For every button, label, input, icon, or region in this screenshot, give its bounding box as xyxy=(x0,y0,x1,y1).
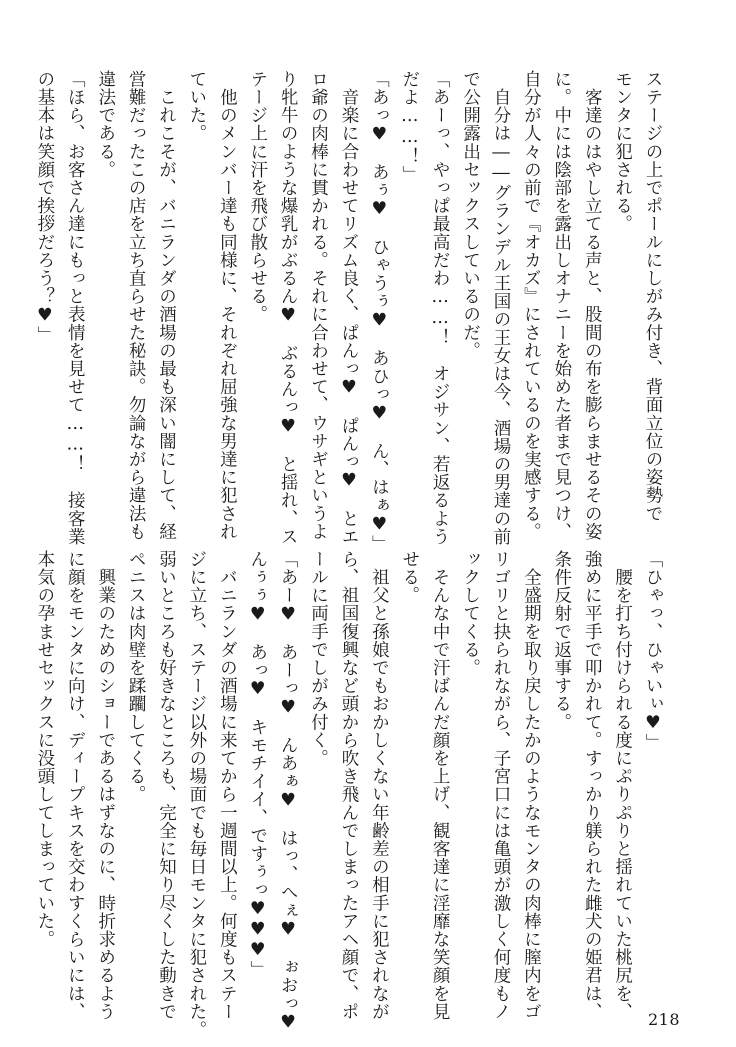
text-line: 全盛期を取り戻したかのようなモンタの肉棒に膣内をゴ xyxy=(521,550,542,1021)
text-line: テージ上に汗を飛び散らせる。 xyxy=(247,70,268,324)
text-line: 違法である。 xyxy=(95,70,116,179)
text-line: 本気の孕ませセックスに没頭してしまっていた。 xyxy=(34,550,55,949)
text-line: 「あー♥ あーっ♥ んあぁ♥ はっ、へぇ♥ ぉおっ♥ xyxy=(278,550,299,1034)
text-line: ら、祖国復興など頭から吹き飛んでしまったアヘ顔で、ポ xyxy=(338,550,359,1021)
text-line: ールに両手でしがみ付く。 xyxy=(308,550,329,768)
text-line: 営難だったこの店を立ち直らせた秘訣。勿論ながら違法も xyxy=(126,70,147,541)
text-line: り牝牛のような爆乳がぶるん♥ ぶるんっ♥ と揺れ、ス xyxy=(278,70,299,546)
text-line: 腰を打ち付けられる度にぷりぷりと揺れていた桃尻を、 xyxy=(612,550,633,1021)
text-line: これこそが、バニランダの酒場の最も深い闇にして、経 xyxy=(156,70,177,541)
text-line: ステージの上でポールにしがみ付き、背面立位の姿勢で xyxy=(643,70,663,523)
text-line: 「ひゃっ、ひゃいぃ♥」 xyxy=(643,550,663,752)
text-line: そんな中で汗ばんだ顔を上げ、観客達に淫靡な笑顔を見 xyxy=(430,550,451,1021)
text-line: 弱いところも好きなところも、完全に知り尽くした動きで xyxy=(156,550,177,1021)
upper-text-block xyxy=(34,70,668,554)
text-line: ていた。 xyxy=(186,70,207,143)
text-line: モンタに犯される。 xyxy=(612,70,633,233)
text-line: せる。 xyxy=(399,550,420,605)
text-line: だよ……！」 xyxy=(399,70,420,184)
text-line: ペニスは肉壁を蹂躙してくる。 xyxy=(126,550,147,804)
text-line: ックしてくる。 xyxy=(460,550,481,677)
text-line: 自分は――グランデル王国の王女は今、酒場の男達の前 xyxy=(490,70,511,546)
text-line: の基本は笑顔で挨拶だろう？♥」 xyxy=(34,70,55,344)
text-line: 「あーっ、やっぱ最高だわ……！ オジサン、若返るよう xyxy=(430,70,451,546)
text-line: に顔をモンタに向け、ディープキスを交わすくらいには、 xyxy=(65,550,86,1021)
text-line: に。中には陰部を露出しオナニーを始めた者まで見つけ、 xyxy=(551,70,572,541)
text-line: ジに立ち、ステージ以外の場面でも毎日モンタに犯された。 xyxy=(186,550,207,1039)
text-line: 「ほら、お客さん達にもっと表情を見せて……！ 接客業 xyxy=(65,70,86,546)
text-line: 祖父と孫娘でもおかしくない年齢差の相手に犯されなが xyxy=(369,550,390,1021)
text-line: で公開露出セックスしているのだ。 xyxy=(460,70,481,360)
text-line: 客達のはやし立てる声と、股間の布を膨らませるその姿 xyxy=(582,70,603,541)
text-line: 音楽に合わせてリズム良く、ぱんっ♥ ぱんっ♥ とエ xyxy=(338,70,359,546)
text-line: 他のメンバー達も同様に、それぞれ屈強な男達に犯され xyxy=(217,70,238,541)
text-line: 強めに平手で叩かれて。すっかり躾られた雌犬の姫君は、 xyxy=(582,550,603,1021)
text-line: 自分が人々の前で『オカズ』にされているのを実感する。 xyxy=(521,70,542,541)
text-line: バニランダの酒場に来てから一週間以上。何度もステー xyxy=(217,550,238,1021)
text-line: ロ爺の肉棒に貫かれる。それに合わせて、ウサギというよ xyxy=(308,70,329,541)
text-line: 「あっ♥ あぅ♥ ひゃうぅ♥ あひっ♥ ん、はぁ♥」 xyxy=(369,70,390,554)
text-line: んぅぅ♥ あっ♥ キモチイイ、ですぅっ♥♥♥」 xyxy=(247,550,268,979)
text-line: 興業のためのショーであるはずなのに、時折求めるよう xyxy=(95,550,116,1021)
text-line: リゴリと抉られながら、子宮口には亀頭が激しく何度もノ xyxy=(490,550,511,1021)
page-number: 218 xyxy=(648,1010,681,1029)
text-line: 条件反射で返事する。 xyxy=(551,550,572,731)
